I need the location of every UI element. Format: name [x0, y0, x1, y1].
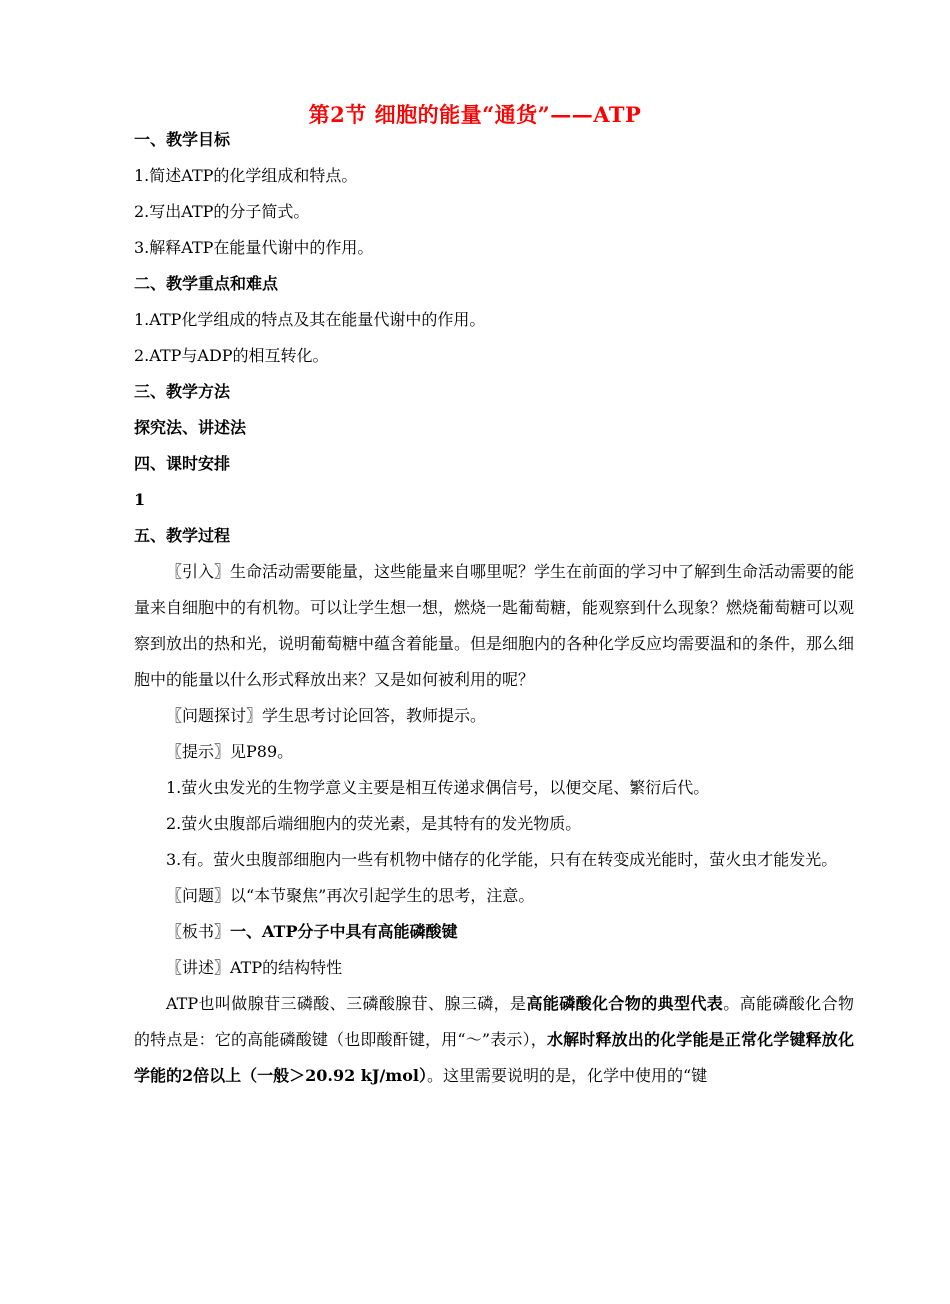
- objective-item-2: 2.写出ATP的分子简式。: [134, 202, 310, 221]
- atp-text-3: 。这里需要说明的是，化学中使用的“键: [427, 1066, 708, 1085]
- board-heading: 一、ATP分子中具有高能磷酸键: [230, 922, 458, 941]
- atp-bold-2: 水解时释放出的化学能是正常化学键释放化学能的2倍以上（一般＞20.92 kJ/mol）: [134, 1030, 854, 1085]
- answer-item-3: 3.有。萤火虫腹部细胞内一些有机物中储存的化学能，只有在转变成光能时，萤火虫才能发光。: [166, 850, 838, 869]
- section-heading-methods: 三、教学方法: [134, 382, 231, 401]
- section-heading-key-points: 二、教学重点和难点: [134, 274, 279, 293]
- section-heading-schedule: 四、课时安排: [134, 454, 231, 473]
- section-heading-objectives: 一、教学目标: [134, 130, 231, 149]
- schedule-content: 1: [134, 490, 146, 509]
- objective-item-1: 1.简述ATP的化学组成和特点。: [134, 166, 358, 185]
- lecture-paragraph: 〖讲述〗ATP的结构特性: [166, 958, 343, 977]
- answer-item-2: 2.萤火虫腹部后端细胞内的荧光素，是其特有的发光物质。: [166, 814, 582, 833]
- objective-item-3: 3.解释ATP在能量代谢中的作用。: [134, 238, 374, 257]
- hint-paragraph: 〖提示〗见P89。: [166, 742, 294, 761]
- key-point-item-2: 2.ATP与ADP的相互转化。: [134, 346, 329, 365]
- answer-item-1: 1.萤火虫发光的生物学意义主要是相互传递求偶信号，以便交尾、繁衍后代。: [166, 778, 710, 797]
- atp-text-2: 。高能磷酸化合物的特点是：它的高能磷酸键（也即酸酐键，用“～”表示），: [134, 994, 854, 1049]
- atp-text-1: ATP也叫做腺苷三磷酸、三磷酸腺苷、腺三磷，是: [166, 994, 527, 1013]
- page-title: 第2节 细胞的能量“通货”——ATP: [308, 102, 642, 127]
- atp-bold-1: 高能磷酸化合物的典型代表: [526, 994, 724, 1013]
- document-body: [134, 122, 854, 1094]
- methods-content: 探究法、讲述法: [134, 418, 247, 437]
- section-heading-process: 五、教学过程: [134, 526, 231, 545]
- intro-paragraph: 〖引入〗生命活动需要能量，这些能量来自哪里呢？学生在前面的学习中了解到生命活动需要的能量来自细胞中的有机物。可以让学生想一想，燃烧一匙葡萄糖，能观察到什么现象？燃烧葡萄糖可以观察到放出的热和光，说明葡萄糖中蕴含着能量。但是细胞内的各种化学反应均需要温和的条件，那么细胞中的能量以什么形式释放出来？又是如何被利用的呢？: [134, 562, 855, 689]
- question-paragraph: 〖问题〗以“本节聚焦”再次引起学生的思考，注意。: [166, 886, 535, 905]
- board-paragraph: [134, 914, 854, 950]
- key-point-item-1: 1.ATP化学组成的特点及其在能量代谢中的作用。: [134, 310, 486, 329]
- discussion-paragraph: 〖问题探讨〗学生思考讨论回答，教师提示。: [166, 706, 487, 725]
- board-prefix: 〖板书〗: [166, 922, 231, 941]
- atp-paragraph: [134, 986, 854, 1094]
